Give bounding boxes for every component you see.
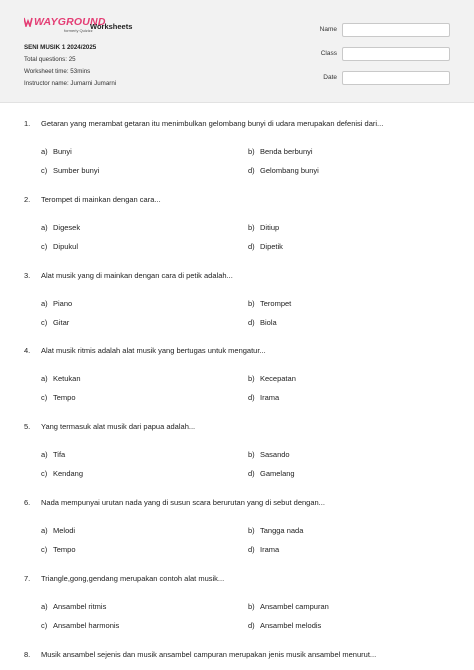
answer-option[interactable] xyxy=(41,242,78,251)
option-letter: b) xyxy=(248,526,255,535)
answer-option[interactable] xyxy=(41,526,75,535)
option-text: Biola xyxy=(260,318,277,327)
answer-option[interactable] xyxy=(41,621,119,630)
option-letter: d) xyxy=(248,166,255,175)
option-letter: c) xyxy=(41,469,48,478)
option-letter: b) xyxy=(248,374,255,383)
answer-option[interactable] xyxy=(41,374,81,383)
option-letter: a) xyxy=(41,374,48,383)
answer-option[interactable] xyxy=(248,299,291,308)
option-text: Tifa xyxy=(53,450,66,459)
question-text: Triangle,gong,gendang merupakan contoh alat musik... xyxy=(41,574,225,583)
option-text: Tempo xyxy=(53,393,76,402)
option-letter: c) xyxy=(41,166,48,175)
option-letter: b) xyxy=(248,147,255,156)
logo-mark-icon xyxy=(24,17,34,27)
answer-option[interactable] xyxy=(41,393,76,402)
option-letter: a) xyxy=(41,299,48,308)
logo-subtitle: formerly Quizizz xyxy=(64,28,93,33)
answer-option[interactable] xyxy=(41,450,65,459)
answer-option[interactable] xyxy=(248,621,321,630)
option-text: Gamelang xyxy=(260,469,295,478)
answer-option[interactable] xyxy=(248,374,296,383)
answer-option[interactable] xyxy=(41,166,99,175)
answer-option[interactable] xyxy=(248,469,295,478)
class-name: SENI MUSIK 1 2024/2025 xyxy=(24,44,97,51)
answer-option[interactable] xyxy=(41,545,76,554)
name-field[interactable] xyxy=(342,23,450,37)
option-text: Ansambel ritmis xyxy=(53,602,107,611)
option-letter: a) xyxy=(41,602,48,611)
answer-option[interactable] xyxy=(248,147,313,156)
question-text: Terompet di mainkan dengan cara... xyxy=(41,195,161,204)
question-text: Getaran yang merambat getaran itu menimbulkan gelombang bunyi di udara merupakan defenisi dari... xyxy=(41,119,384,128)
date-field[interactable] xyxy=(342,71,450,85)
question-number: 6. xyxy=(24,498,31,507)
answer-option[interactable] xyxy=(41,147,72,156)
worksheet-time: Worksheet time: 53mins xyxy=(24,68,91,75)
total-questions: Total questions: 25 xyxy=(24,56,76,63)
option-text: Ansambel harmonis xyxy=(53,621,120,630)
answer-option[interactable] xyxy=(248,393,279,402)
question-text: Musik ansambel sejenis dan musik ansambel campuran merupakan jenis musik ansambel menurut... xyxy=(41,650,377,659)
question-text: Alat musik yang di mainkan dengan cara di petik adalah... xyxy=(41,271,233,280)
answer-option[interactable] xyxy=(248,318,277,327)
option-text: Gitar xyxy=(53,318,70,327)
worksheet-header xyxy=(0,0,474,103)
question-number: 5. xyxy=(24,422,31,431)
answer-option[interactable] xyxy=(248,242,283,251)
option-letter: d) xyxy=(248,469,255,478)
option-letter: d) xyxy=(248,318,255,327)
option-text: Terompet xyxy=(260,299,292,308)
class-field[interactable] xyxy=(342,47,450,61)
answer-option[interactable] xyxy=(248,545,279,554)
question-number: 8. xyxy=(24,650,31,659)
option-text: Digesek xyxy=(53,223,81,232)
option-letter: d) xyxy=(248,393,255,402)
answer-option[interactable] xyxy=(41,469,83,478)
page-title: Worksheets xyxy=(90,22,133,31)
option-letter: b) xyxy=(248,223,255,232)
answer-option[interactable] xyxy=(248,223,279,232)
option-letter: a) xyxy=(41,526,48,535)
question-text: Alat musik ritmis adalah alat musik yang bertugas untuk mengatur... xyxy=(41,346,266,355)
option-text: Irama xyxy=(260,545,280,554)
question-number: 1. xyxy=(24,119,31,128)
name-label: Name xyxy=(319,26,337,33)
option-letter: c) xyxy=(41,318,48,327)
option-text: Irama xyxy=(260,393,280,402)
option-text: Benda berbunyi xyxy=(260,147,313,156)
option-text: Kendang xyxy=(53,469,84,478)
option-letter: c) xyxy=(41,621,48,630)
option-text: Sumber bunyi xyxy=(53,166,100,175)
option-text: Tangga nada xyxy=(260,526,304,535)
answer-option[interactable] xyxy=(248,602,329,611)
question-text: Yang termasuk alat musik dari papua adalah... xyxy=(41,422,196,431)
option-text: Gelombang bunyi xyxy=(260,166,319,175)
question-number: 7. xyxy=(24,574,31,583)
option-letter: b) xyxy=(248,450,255,459)
option-letter: c) xyxy=(41,242,48,251)
answer-option[interactable] xyxy=(41,299,72,308)
answer-option[interactable] xyxy=(41,602,106,611)
answer-option[interactable] xyxy=(248,450,290,459)
answer-option[interactable] xyxy=(41,318,69,327)
option-text: Tempo xyxy=(53,545,76,554)
option-text: Kecepatan xyxy=(260,374,296,383)
option-letter: d) xyxy=(248,242,255,251)
answer-option[interactable] xyxy=(41,223,80,232)
option-letter: b) xyxy=(248,299,255,308)
option-letter: d) xyxy=(248,621,255,630)
option-letter: b) xyxy=(248,602,255,611)
instructor-name: Instructor name: Jumarni Jumarni xyxy=(24,80,117,87)
option-text: Dipetik xyxy=(260,242,283,251)
logo-wordmark: WAYGROUND xyxy=(34,16,106,28)
question-number: 2. xyxy=(24,195,31,204)
option-text: Sasando xyxy=(260,450,290,459)
option-text: Ansambel campuran xyxy=(260,602,329,611)
option-letter: c) xyxy=(41,545,48,554)
class-label: Class xyxy=(320,50,337,57)
option-text: Bunyi xyxy=(53,147,72,156)
question-text: Nada mempunyai urutan nada yang di susun scara berurutan yang di sebut dengan... xyxy=(41,498,325,507)
answer-option[interactable] xyxy=(248,526,303,535)
option-text: Ansambel melodis xyxy=(260,621,322,630)
option-text: Ketukan xyxy=(53,374,81,383)
option-text: Piano xyxy=(53,299,73,308)
option-letter: d) xyxy=(248,545,255,554)
date-label: Date xyxy=(323,74,337,81)
question-number: 4. xyxy=(24,346,31,355)
option-text: Dipukul xyxy=(53,242,79,251)
option-letter: a) xyxy=(41,450,48,459)
answer-option[interactable] xyxy=(248,166,319,175)
option-letter: c) xyxy=(41,393,48,402)
option-letter: a) xyxy=(41,223,48,232)
option-text: Melodi xyxy=(53,526,76,535)
option-text: Ditiup xyxy=(260,223,280,232)
question-number: 3. xyxy=(24,271,31,280)
option-letter: a) xyxy=(41,147,48,156)
